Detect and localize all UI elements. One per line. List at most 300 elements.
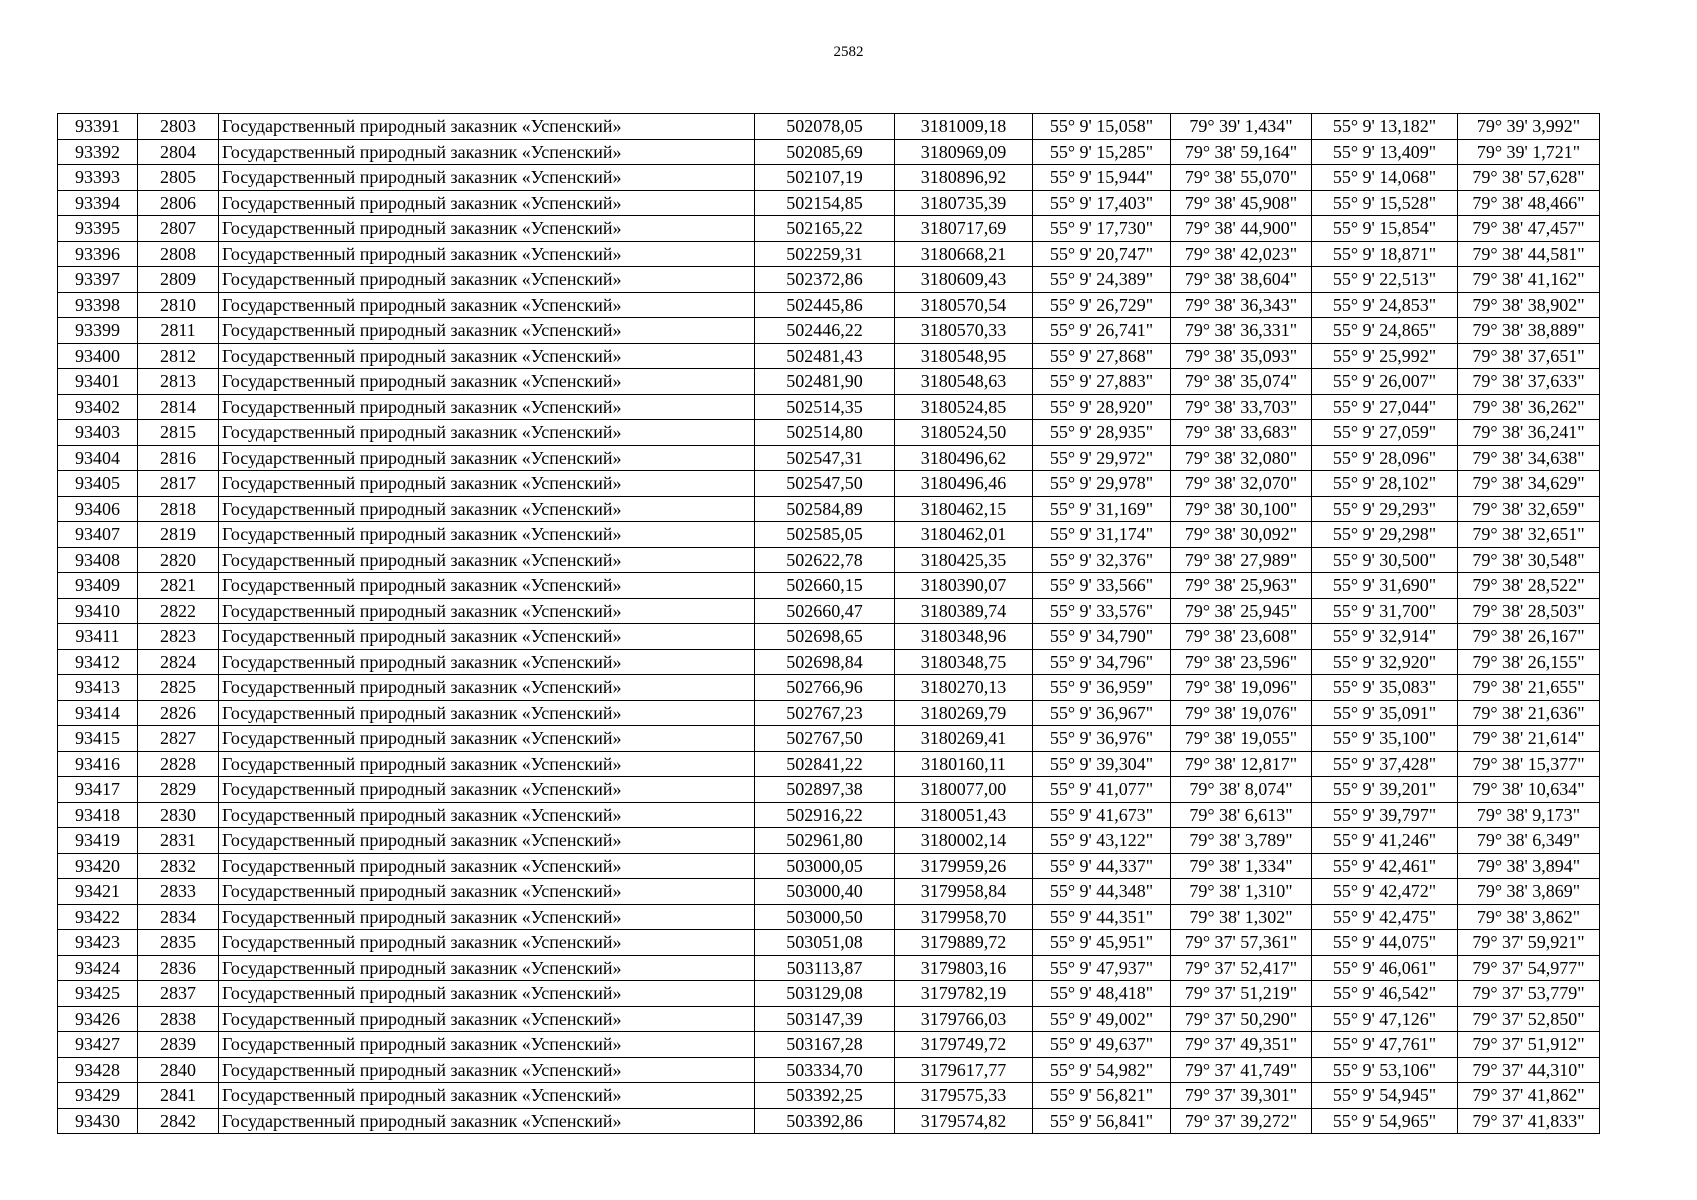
latitude-2-cell: 55° 9' 25,992" bbox=[1312, 343, 1458, 369]
latitude-2-cell: 55° 9' 42,461" bbox=[1312, 853, 1458, 879]
row-id-cell: 93409 bbox=[58, 573, 138, 599]
x-coordinate-cell: 502107,19 bbox=[755, 165, 895, 191]
row-id-cell: 93421 bbox=[58, 879, 138, 905]
point-number-cell: 2811 bbox=[138, 318, 219, 344]
zone-name-cell: Государственный природный заказник «Успенский» bbox=[219, 318, 755, 344]
x-coordinate-cell: 502547,31 bbox=[755, 445, 895, 471]
y-coordinate-cell: 3179803,16 bbox=[895, 955, 1033, 981]
x-coordinate-cell: 503392,25 bbox=[755, 1083, 895, 1109]
zone-name-cell: Государственный природный заказник «Успенский» bbox=[219, 649, 755, 675]
latitude-2-cell: 55° 9' 18,871" bbox=[1312, 241, 1458, 267]
longitude-2-cell: 79° 38' 28,522" bbox=[1458, 573, 1600, 599]
point-number-cell: 2808 bbox=[138, 241, 219, 267]
latitude-2-cell: 55° 9' 39,201" bbox=[1312, 777, 1458, 803]
point-number-cell: 2842 bbox=[138, 1108, 219, 1134]
row-id-cell: 93427 bbox=[58, 1032, 138, 1058]
table-row bbox=[58, 522, 1600, 548]
longitude-1-cell: 79° 37' 39,272" bbox=[1171, 1108, 1312, 1134]
latitude-2-cell: 55° 9' 47,126" bbox=[1312, 1006, 1458, 1032]
point-number-cell: 2809 bbox=[138, 267, 219, 293]
y-coordinate-cell: 3180348,75 bbox=[895, 649, 1033, 675]
row-id-cell: 93425 bbox=[58, 981, 138, 1007]
y-coordinate-cell: 3179574,82 bbox=[895, 1108, 1033, 1134]
longitude-1-cell: 79° 38' 19,055" bbox=[1171, 726, 1312, 752]
latitude-2-cell: 55° 9' 35,091" bbox=[1312, 700, 1458, 726]
y-coordinate-cell: 3180077,00 bbox=[895, 777, 1033, 803]
row-id-cell: 93418 bbox=[58, 802, 138, 828]
point-number-cell: 2819 bbox=[138, 522, 219, 548]
y-coordinate-cell: 3179617,77 bbox=[895, 1057, 1033, 1083]
table-row bbox=[58, 1083, 1600, 1109]
longitude-1-cell: 79° 37' 57,361" bbox=[1171, 930, 1312, 956]
table-row bbox=[58, 394, 1600, 420]
table-row bbox=[58, 114, 1600, 140]
longitude-1-cell: 79° 37' 52,417" bbox=[1171, 955, 1312, 981]
longitude-1-cell: 79° 38' 36,343" bbox=[1171, 292, 1312, 318]
point-number-cell: 2836 bbox=[138, 955, 219, 981]
point-number-cell: 2839 bbox=[138, 1032, 219, 1058]
latitude-2-cell: 55° 9' 47,761" bbox=[1312, 1032, 1458, 1058]
latitude-2-cell: 55° 9' 13,409" bbox=[1312, 139, 1458, 165]
row-id-cell: 93420 bbox=[58, 853, 138, 879]
point-number-cell: 2824 bbox=[138, 649, 219, 675]
longitude-2-cell: 79° 37' 44,310" bbox=[1458, 1057, 1600, 1083]
longitude-1-cell: 79° 38' 44,900" bbox=[1171, 216, 1312, 242]
longitude-1-cell: 79° 38' 19,096" bbox=[1171, 675, 1312, 701]
latitude-2-cell: 55° 9' 14,068" bbox=[1312, 165, 1458, 191]
y-coordinate-cell: 3180548,63 bbox=[895, 369, 1033, 395]
x-coordinate-cell: 502446,22 bbox=[755, 318, 895, 344]
x-coordinate-cell: 502660,15 bbox=[755, 573, 895, 599]
zone-name-cell: Государственный природный заказник «Успенский» bbox=[219, 1006, 755, 1032]
point-number-cell: 2803 bbox=[138, 114, 219, 140]
y-coordinate-cell: 3180051,43 bbox=[895, 802, 1033, 828]
latitude-1-cell: 55° 9' 47,937" bbox=[1033, 955, 1171, 981]
longitude-2-cell: 79° 38' 44,581" bbox=[1458, 241, 1600, 267]
x-coordinate-cell: 503000,05 bbox=[755, 853, 895, 879]
row-id-cell: 93399 bbox=[58, 318, 138, 344]
latitude-2-cell: 55° 9' 26,007" bbox=[1312, 369, 1458, 395]
row-id-cell: 93401 bbox=[58, 369, 138, 395]
point-number-cell: 2816 bbox=[138, 445, 219, 471]
latitude-1-cell: 55° 9' 39,304" bbox=[1033, 751, 1171, 777]
latitude-2-cell: 55° 9' 13,182" bbox=[1312, 114, 1458, 140]
point-number-cell: 2832 bbox=[138, 853, 219, 879]
latitude-1-cell: 55° 9' 28,920" bbox=[1033, 394, 1171, 420]
x-coordinate-cell: 502154,85 bbox=[755, 190, 895, 216]
longitude-2-cell: 79° 37' 59,921" bbox=[1458, 930, 1600, 956]
row-id-cell: 93412 bbox=[58, 649, 138, 675]
latitude-1-cell: 55° 9' 54,982" bbox=[1033, 1057, 1171, 1083]
table-row bbox=[58, 1108, 1600, 1134]
table-row bbox=[58, 751, 1600, 777]
latitude-2-cell: 55° 9' 32,920" bbox=[1312, 649, 1458, 675]
longitude-1-cell: 79° 38' 19,076" bbox=[1171, 700, 1312, 726]
zone-name-cell: Государственный природный заказник «Успенский» bbox=[219, 598, 755, 624]
x-coordinate-cell: 502698,65 bbox=[755, 624, 895, 650]
y-coordinate-cell: 3179766,03 bbox=[895, 1006, 1033, 1032]
latitude-2-cell: 55° 9' 35,100" bbox=[1312, 726, 1458, 752]
latitude-1-cell: 55° 9' 36,959" bbox=[1033, 675, 1171, 701]
latitude-2-cell: 55° 9' 44,075" bbox=[1312, 930, 1458, 956]
latitude-1-cell: 55° 9' 29,978" bbox=[1033, 471, 1171, 497]
y-coordinate-cell: 3180609,43 bbox=[895, 267, 1033, 293]
x-coordinate-cell: 503000,50 bbox=[755, 904, 895, 930]
latitude-2-cell: 55° 9' 37,428" bbox=[1312, 751, 1458, 777]
point-number-cell: 2835 bbox=[138, 930, 219, 956]
x-coordinate-cell: 502961,80 bbox=[755, 828, 895, 854]
table-row bbox=[58, 445, 1600, 471]
longitude-1-cell: 79° 38' 45,908" bbox=[1171, 190, 1312, 216]
longitude-2-cell: 79° 38' 3,869" bbox=[1458, 879, 1600, 905]
zone-name-cell: Государственный природный заказник «Успенский» bbox=[219, 241, 755, 267]
table-row bbox=[58, 1057, 1600, 1083]
longitude-1-cell: 79° 38' 25,945" bbox=[1171, 598, 1312, 624]
longitude-1-cell: 79° 38' 35,074" bbox=[1171, 369, 1312, 395]
latitude-1-cell: 55° 9' 56,821" bbox=[1033, 1083, 1171, 1109]
y-coordinate-cell: 3180462,01 bbox=[895, 522, 1033, 548]
table-row bbox=[58, 216, 1600, 242]
row-id-cell: 93400 bbox=[58, 343, 138, 369]
longitude-2-cell: 79° 37' 54,977" bbox=[1458, 955, 1600, 981]
latitude-1-cell: 55° 9' 27,883" bbox=[1033, 369, 1171, 395]
y-coordinate-cell: 3180390,07 bbox=[895, 573, 1033, 599]
table-row bbox=[58, 802, 1600, 828]
longitude-2-cell: 79° 38' 28,503" bbox=[1458, 598, 1600, 624]
point-number-cell: 2817 bbox=[138, 471, 219, 497]
point-number-cell: 2822 bbox=[138, 598, 219, 624]
latitude-1-cell: 55° 9' 34,790" bbox=[1033, 624, 1171, 650]
latitude-2-cell: 55° 9' 15,854" bbox=[1312, 216, 1458, 242]
zone-name-cell: Государственный природный заказник «Успенский» bbox=[219, 675, 755, 701]
table-row bbox=[58, 879, 1600, 905]
row-id-cell: 93406 bbox=[58, 496, 138, 522]
point-number-cell: 2829 bbox=[138, 777, 219, 803]
row-id-cell: 93404 bbox=[58, 445, 138, 471]
y-coordinate-cell: 3180425,35 bbox=[895, 547, 1033, 573]
longitude-2-cell: 79° 37' 53,779" bbox=[1458, 981, 1600, 1007]
point-number-cell: 2821 bbox=[138, 573, 219, 599]
x-coordinate-cell: 502445,86 bbox=[755, 292, 895, 318]
zone-name-cell: Государственный природный заказник «Успенский» bbox=[219, 777, 755, 803]
table-row bbox=[58, 700, 1600, 726]
x-coordinate-cell: 502481,90 bbox=[755, 369, 895, 395]
y-coordinate-cell: 3179575,33 bbox=[895, 1083, 1033, 1109]
x-coordinate-cell: 502585,05 bbox=[755, 522, 895, 548]
row-id-cell: 93391 bbox=[58, 114, 138, 140]
longitude-2-cell: 79° 37' 41,833" bbox=[1458, 1108, 1600, 1134]
y-coordinate-cell: 3180896,92 bbox=[895, 165, 1033, 191]
table-row bbox=[58, 726, 1600, 752]
latitude-1-cell: 55° 9' 56,841" bbox=[1033, 1108, 1171, 1134]
longitude-1-cell: 79° 37' 49,351" bbox=[1171, 1032, 1312, 1058]
x-coordinate-cell: 502372,86 bbox=[755, 267, 895, 293]
x-coordinate-cell: 502481,43 bbox=[755, 343, 895, 369]
y-coordinate-cell: 3180496,46 bbox=[895, 471, 1033, 497]
y-coordinate-cell: 3180969,09 bbox=[895, 139, 1033, 165]
row-id-cell: 93403 bbox=[58, 420, 138, 446]
row-id-cell: 93394 bbox=[58, 190, 138, 216]
zone-name-cell: Государственный природный заказник «Успенский» bbox=[219, 802, 755, 828]
zone-name-cell: Государственный природный заказник «Успенский» bbox=[219, 1108, 755, 1134]
y-coordinate-cell: 3179958,70 bbox=[895, 904, 1033, 930]
longitude-1-cell: 79° 38' 32,070" bbox=[1171, 471, 1312, 497]
latitude-2-cell: 55° 9' 15,528" bbox=[1312, 190, 1458, 216]
latitude-1-cell: 55° 9' 20,747" bbox=[1033, 241, 1171, 267]
latitude-1-cell: 55° 9' 36,967" bbox=[1033, 700, 1171, 726]
zone-name-cell: Государственный природный заказник «Успенский» bbox=[219, 751, 755, 777]
y-coordinate-cell: 3180389,74 bbox=[895, 598, 1033, 624]
y-coordinate-cell: 3180717,69 bbox=[895, 216, 1033, 242]
latitude-2-cell: 55° 9' 32,914" bbox=[1312, 624, 1458, 650]
table-body bbox=[58, 114, 1600, 1134]
table-row bbox=[58, 777, 1600, 803]
row-id-cell: 93424 bbox=[58, 955, 138, 981]
table-row bbox=[58, 598, 1600, 624]
row-id-cell: 93415 bbox=[58, 726, 138, 752]
table-row bbox=[58, 828, 1600, 854]
zone-name-cell: Государственный природный заказник «Успенский» bbox=[219, 114, 755, 140]
latitude-1-cell: 55° 9' 33,576" bbox=[1033, 598, 1171, 624]
longitude-2-cell: 79° 38' 37,651" bbox=[1458, 343, 1600, 369]
row-id-cell: 93407 bbox=[58, 522, 138, 548]
table-row bbox=[58, 547, 1600, 573]
row-id-cell: 93414 bbox=[58, 700, 138, 726]
longitude-2-cell: 79° 38' 9,173" bbox=[1458, 802, 1600, 828]
longitude-1-cell: 79° 38' 35,093" bbox=[1171, 343, 1312, 369]
x-coordinate-cell: 502660,47 bbox=[755, 598, 895, 624]
x-coordinate-cell: 502085,69 bbox=[755, 139, 895, 165]
longitude-1-cell: 79° 38' 55,070" bbox=[1171, 165, 1312, 191]
x-coordinate-cell: 502547,50 bbox=[755, 471, 895, 497]
row-id-cell: 93393 bbox=[58, 165, 138, 191]
x-coordinate-cell: 502766,96 bbox=[755, 675, 895, 701]
point-number-cell: 2838 bbox=[138, 1006, 219, 1032]
latitude-1-cell: 55° 9' 28,935" bbox=[1033, 420, 1171, 446]
latitude-2-cell: 55° 9' 27,044" bbox=[1312, 394, 1458, 420]
y-coordinate-cell: 3180524,50 bbox=[895, 420, 1033, 446]
longitude-2-cell: 79° 38' 10,634" bbox=[1458, 777, 1600, 803]
x-coordinate-cell: 502897,38 bbox=[755, 777, 895, 803]
longitude-2-cell: 79° 38' 21,655" bbox=[1458, 675, 1600, 701]
longitude-1-cell: 79° 38' 32,080" bbox=[1171, 445, 1312, 471]
longitude-1-cell: 79° 38' 38,604" bbox=[1171, 267, 1312, 293]
longitude-1-cell: 79° 38' 59,164" bbox=[1171, 139, 1312, 165]
latitude-1-cell: 55° 9' 26,729" bbox=[1033, 292, 1171, 318]
longitude-2-cell: 79° 39' 3,992" bbox=[1458, 114, 1600, 140]
longitude-1-cell: 79° 38' 42,023" bbox=[1171, 241, 1312, 267]
zone-name-cell: Государственный природный заказник «Успенский» bbox=[219, 1057, 755, 1083]
zone-name-cell: Государственный природный заказник «Успенский» bbox=[219, 955, 755, 981]
row-id-cell: 93430 bbox=[58, 1108, 138, 1134]
latitude-2-cell: 55° 9' 29,298" bbox=[1312, 522, 1458, 548]
table-row bbox=[58, 955, 1600, 981]
latitude-1-cell: 55° 9' 44,348" bbox=[1033, 879, 1171, 905]
latitude-2-cell: 55° 9' 27,059" bbox=[1312, 420, 1458, 446]
latitude-1-cell: 55° 9' 15,058" bbox=[1033, 114, 1171, 140]
latitude-1-cell: 55° 9' 27,868" bbox=[1033, 343, 1171, 369]
longitude-1-cell: 79° 38' 1,334" bbox=[1171, 853, 1312, 879]
latitude-2-cell: 55° 9' 54,965" bbox=[1312, 1108, 1458, 1134]
x-coordinate-cell: 502622,78 bbox=[755, 547, 895, 573]
latitude-1-cell: 55° 9' 36,976" bbox=[1033, 726, 1171, 752]
zone-name-cell: Государственный природный заказник «Успенский» bbox=[219, 216, 755, 242]
point-number-cell: 2841 bbox=[138, 1083, 219, 1109]
latitude-1-cell: 55° 9' 45,951" bbox=[1033, 930, 1171, 956]
latitude-1-cell: 55° 9' 32,376" bbox=[1033, 547, 1171, 573]
zone-name-cell: Государственный природный заказник «Успенский» bbox=[219, 292, 755, 318]
table-row bbox=[58, 853, 1600, 879]
table-row bbox=[58, 343, 1600, 369]
page-number: 2582 bbox=[833, 44, 864, 60]
y-coordinate-cell: 3179782,19 bbox=[895, 981, 1033, 1007]
longitude-2-cell: 79° 38' 47,457" bbox=[1458, 216, 1600, 242]
longitude-2-cell: 79° 38' 48,466" bbox=[1458, 190, 1600, 216]
latitude-1-cell: 55° 9' 17,403" bbox=[1033, 190, 1171, 216]
y-coordinate-cell: 3180462,15 bbox=[895, 496, 1033, 522]
table-row bbox=[58, 267, 1600, 293]
table-row bbox=[58, 1032, 1600, 1058]
x-coordinate-cell: 503113,87 bbox=[755, 955, 895, 981]
zone-name-cell: Государственный природный заказник «Успенский» bbox=[219, 547, 755, 573]
latitude-2-cell: 55° 9' 53,106" bbox=[1312, 1057, 1458, 1083]
longitude-1-cell: 79° 37' 39,301" bbox=[1171, 1083, 1312, 1109]
longitude-2-cell: 79° 38' 38,889" bbox=[1458, 318, 1600, 344]
point-number-cell: 2813 bbox=[138, 369, 219, 395]
longitude-2-cell: 79° 38' 41,162" bbox=[1458, 267, 1600, 293]
point-number-cell: 2831 bbox=[138, 828, 219, 854]
latitude-2-cell: 55° 9' 54,945" bbox=[1312, 1083, 1458, 1109]
longitude-2-cell: 79° 38' 32,651" bbox=[1458, 522, 1600, 548]
y-coordinate-cell: 3180269,41 bbox=[895, 726, 1033, 752]
latitude-1-cell: 55° 9' 41,673" bbox=[1033, 802, 1171, 828]
zone-name-cell: Государственный природный заказник «Успенский» bbox=[219, 879, 755, 905]
latitude-1-cell: 55° 9' 41,077" bbox=[1033, 777, 1171, 803]
zone-name-cell: Государственный природный заказник «Успенский» bbox=[219, 981, 755, 1007]
table-row bbox=[58, 139, 1600, 165]
point-number-cell: 2825 bbox=[138, 675, 219, 701]
latitude-2-cell: 55° 9' 29,293" bbox=[1312, 496, 1458, 522]
y-coordinate-cell: 3180735,39 bbox=[895, 190, 1033, 216]
longitude-2-cell: 79° 37' 41,862" bbox=[1458, 1083, 1600, 1109]
x-coordinate-cell: 502259,31 bbox=[755, 241, 895, 267]
point-number-cell: 2804 bbox=[138, 139, 219, 165]
latitude-2-cell: 55° 9' 46,542" bbox=[1312, 981, 1458, 1007]
x-coordinate-cell: 502514,35 bbox=[755, 394, 895, 420]
longitude-1-cell: 79° 38' 25,963" bbox=[1171, 573, 1312, 599]
x-coordinate-cell: 502584,89 bbox=[755, 496, 895, 522]
row-id-cell: 93426 bbox=[58, 1006, 138, 1032]
point-number-cell: 2805 bbox=[138, 165, 219, 191]
table-row bbox=[58, 420, 1600, 446]
point-number-cell: 2833 bbox=[138, 879, 219, 905]
longitude-2-cell: 79° 38' 26,167" bbox=[1458, 624, 1600, 650]
table-row bbox=[58, 292, 1600, 318]
x-coordinate-cell: 502514,80 bbox=[755, 420, 895, 446]
longitude-2-cell: 79° 38' 34,638" bbox=[1458, 445, 1600, 471]
longitude-2-cell: 79° 38' 36,262" bbox=[1458, 394, 1600, 420]
latitude-2-cell: 55° 9' 28,096" bbox=[1312, 445, 1458, 471]
longitude-1-cell: 79° 38' 6,613" bbox=[1171, 802, 1312, 828]
table-row bbox=[58, 624, 1600, 650]
coordinates-table bbox=[57, 113, 1600, 1134]
latitude-2-cell: 55° 9' 46,061" bbox=[1312, 955, 1458, 981]
row-id-cell: 93423 bbox=[58, 930, 138, 956]
zone-name-cell: Государственный природный заказник «Успенский» bbox=[219, 165, 755, 191]
longitude-2-cell: 79° 38' 32,659" bbox=[1458, 496, 1600, 522]
x-coordinate-cell: 503334,70 bbox=[755, 1057, 895, 1083]
y-coordinate-cell: 3180524,85 bbox=[895, 394, 1033, 420]
y-coordinate-cell: 3180160,11 bbox=[895, 751, 1033, 777]
row-id-cell: 93392 bbox=[58, 139, 138, 165]
longitude-2-cell: 79° 38' 30,548" bbox=[1458, 547, 1600, 573]
point-number-cell: 2834 bbox=[138, 904, 219, 930]
latitude-2-cell: 55° 9' 24,853" bbox=[1312, 292, 1458, 318]
longitude-1-cell: 79° 37' 50,290" bbox=[1171, 1006, 1312, 1032]
longitude-1-cell: 79° 38' 23,596" bbox=[1171, 649, 1312, 675]
latitude-2-cell: 55° 9' 30,500" bbox=[1312, 547, 1458, 573]
zone-name-cell: Государственный природный заказник «Успенский» bbox=[219, 700, 755, 726]
longitude-2-cell: 79° 37' 52,850" bbox=[1458, 1006, 1600, 1032]
zone-name-cell: Государственный природный заказник «Успенский» bbox=[219, 904, 755, 930]
y-coordinate-cell: 3179958,84 bbox=[895, 879, 1033, 905]
y-coordinate-cell: 3180496,62 bbox=[895, 445, 1033, 471]
point-number-cell: 2837 bbox=[138, 981, 219, 1007]
x-coordinate-cell: 502165,22 bbox=[755, 216, 895, 242]
zone-name-cell: Государственный природный заказник «Успенский» bbox=[219, 726, 755, 752]
longitude-1-cell: 79° 38' 33,703" bbox=[1171, 394, 1312, 420]
point-number-cell: 2827 bbox=[138, 726, 219, 752]
zone-name-cell: Государственный природный заказник «Успенский» bbox=[219, 139, 755, 165]
longitude-2-cell: 79° 38' 34,629" bbox=[1458, 471, 1600, 497]
longitude-2-cell: 79° 37' 51,912" bbox=[1458, 1032, 1600, 1058]
table-row bbox=[58, 496, 1600, 522]
point-number-cell: 2806 bbox=[138, 190, 219, 216]
table-row bbox=[58, 675, 1600, 701]
longitude-1-cell: 79° 38' 27,989" bbox=[1171, 547, 1312, 573]
latitude-1-cell: 55° 9' 31,174" bbox=[1033, 522, 1171, 548]
table-row bbox=[58, 1006, 1600, 1032]
longitude-2-cell: 79° 38' 21,614" bbox=[1458, 726, 1600, 752]
zone-name-cell: Государственный природный заказник «Успенский» bbox=[219, 267, 755, 293]
y-coordinate-cell: 3180570,54 bbox=[895, 292, 1033, 318]
longitude-2-cell: 79° 38' 3,862" bbox=[1458, 904, 1600, 930]
zone-name-cell: Государственный природный заказник «Успенский» bbox=[219, 190, 755, 216]
longitude-2-cell: 79° 38' 57,628" bbox=[1458, 165, 1600, 191]
latitude-2-cell: 55° 9' 28,102" bbox=[1312, 471, 1458, 497]
longitude-2-cell: 79° 38' 37,633" bbox=[1458, 369, 1600, 395]
y-coordinate-cell: 3180668,21 bbox=[895, 241, 1033, 267]
row-id-cell: 93396 bbox=[58, 241, 138, 267]
x-coordinate-cell: 502078,05 bbox=[755, 114, 895, 140]
point-number-cell: 2830 bbox=[138, 802, 219, 828]
longitude-1-cell: 79° 38' 12,817" bbox=[1171, 751, 1312, 777]
latitude-2-cell: 55° 9' 31,690" bbox=[1312, 573, 1458, 599]
x-coordinate-cell: 503000,40 bbox=[755, 879, 895, 905]
x-coordinate-cell: 502698,84 bbox=[755, 649, 895, 675]
latitude-2-cell: 55° 9' 39,797" bbox=[1312, 802, 1458, 828]
table-row bbox=[58, 318, 1600, 344]
point-number-cell: 2807 bbox=[138, 216, 219, 242]
latitude-1-cell: 55° 9' 15,285" bbox=[1033, 139, 1171, 165]
x-coordinate-cell: 502841,22 bbox=[755, 751, 895, 777]
x-coordinate-cell: 503147,39 bbox=[755, 1006, 895, 1032]
x-coordinate-cell: 502767,50 bbox=[755, 726, 895, 752]
longitude-2-cell: 79° 38' 6,349" bbox=[1458, 828, 1600, 854]
longitude-1-cell: 79° 38' 1,310" bbox=[1171, 879, 1312, 905]
y-coordinate-cell: 3181009,18 bbox=[895, 114, 1033, 140]
row-id-cell: 93395 bbox=[58, 216, 138, 242]
